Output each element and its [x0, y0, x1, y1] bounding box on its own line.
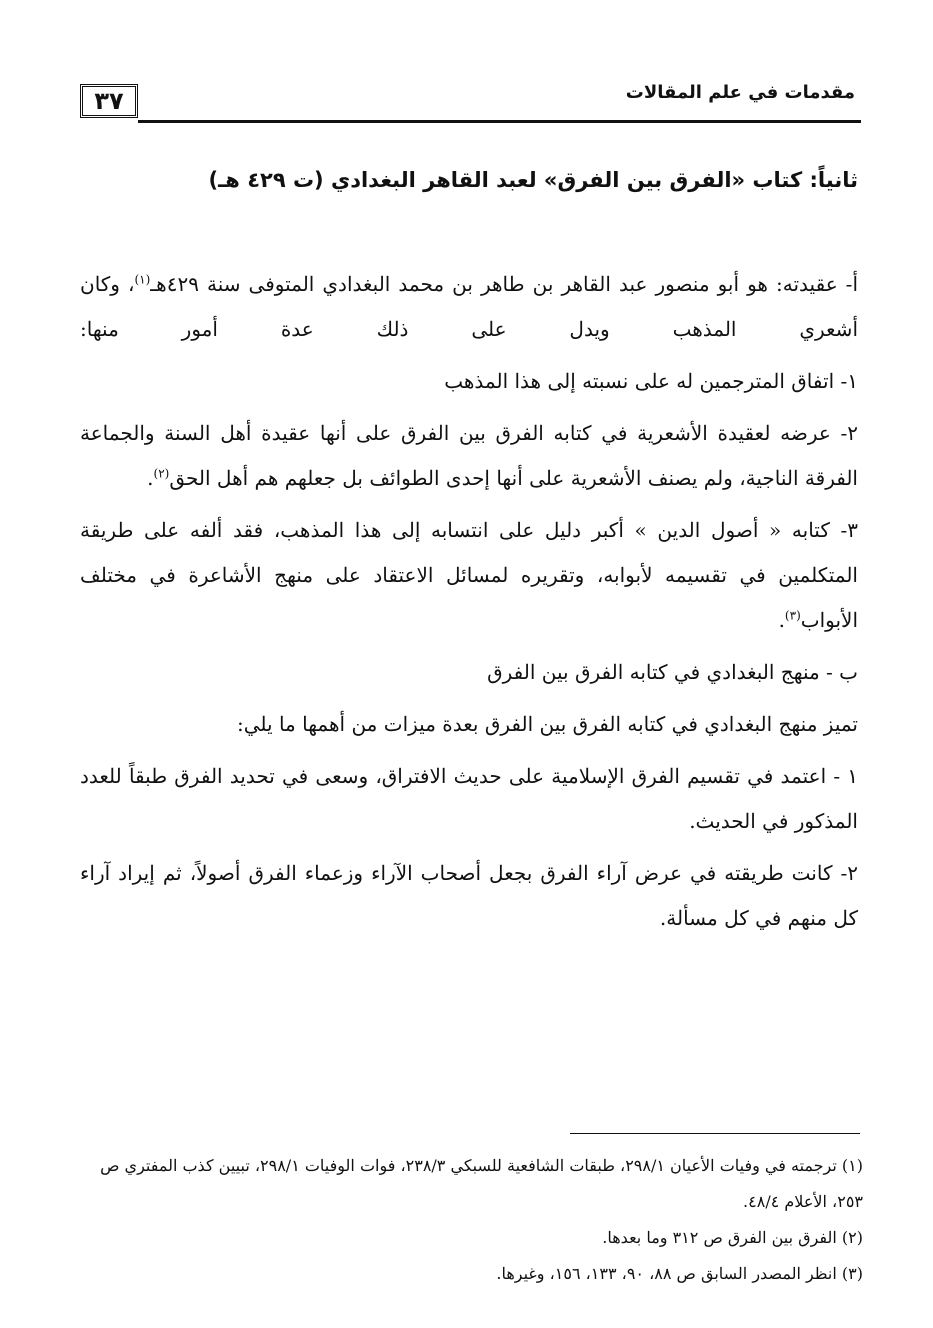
list-item: ١ - اعتمد في تقسيم الفرق الإسلامية على حديث الافتراق، وسعى في تحديد الفرق طبقاً للعدد المذكور في الحديث.: [80, 764, 859, 833]
list-item: [80, 411, 858, 501]
list-item: ١- اتفاق المترجمين له على نسبته إلى هذا المذهب: [444, 369, 858, 393]
list-item: ٢- كانت طريقته في عرض آراء الفرق بجعل أصحاب الآراء وزعماء الفرق أصولاً، ثم إيراد آراء كل منهم في كل مسألة.: [80, 861, 858, 930]
subheading: ب - منهج البغدادي في كتابه الفرق بين الفرق: [487, 660, 858, 684]
paragraph-biography: [80, 262, 858, 352]
page-header: [0, 0, 933, 140]
footnote-ref: (٢): [153, 466, 170, 481]
footnote: (٣) انظر المصدر السابق ص ٨٨، ٩٠، ١٣٣، ١٥٦، وغيرها.: [496, 1264, 863, 1283]
footnotes: [95, 1148, 863, 1292]
footnote-separator: [570, 1133, 860, 1134]
main-text: [80, 262, 858, 948]
paragraph: تميز منهج البغدادي في كتابه الفرق بين الفرق بعدة ميزات من أهمها ما يلي:: [237, 712, 858, 736]
footnote: (١) ترجمته في وفيات الأعيان ٢٩٨/١، طبقات الشافعية للسبكي ٢٣٨/٣، فوات الوفيات ٢٩٨/١، تبيين كذب المفتري ص ٢٥٣، الأعلام ٤٨/٤.: [100, 1156, 863, 1211]
page-number: ٣٧: [80, 84, 138, 118]
footnote: (٢) الفرق بين الفرق ص ٣١٢ وما بعدها.: [602, 1228, 863, 1247]
header-rule: [138, 120, 861, 123]
footnote-ref: (٣): [784, 608, 801, 623]
paragraph-text: .: [778, 608, 785, 632]
paragraph-text: ٢- عرضه لعقيدة الأشعرية في كتابه الفرق بين الفرق على أنها عقيدة أهل السنة والجماعة الفرقة الناجية، ولم يصنف الأشعرية على أنها إحدى الطوائف بل جعلهم هم أهل الحق: [80, 421, 859, 490]
footnote-ref: (١): [134, 272, 151, 287]
paragraph-text: ٣- كتابه « أصول الدين » أكبر دليل على انتسابه إلى هذا المذهب، فقد ألفه على طريقة المتكلمين في تقسيمه لأبوابه، وتقريره لمسائل الاعتقاد على منهج الأشاعرة في مختلف الأبواب: [80, 518, 858, 632]
running-title: مقدمات في علم المقالات: [625, 82, 855, 103]
list-item: [80, 508, 858, 643]
paragraph-text: ، وكان أشعري المذهب ويدل على ذلك عدة أمور منها:: [80, 272, 858, 341]
paragraph-text: .: [147, 466, 154, 490]
section-title: ثانياً: كتاب «الفرق بين الفرق» لعبد القاهر البغدادي (ت ٤٢٩ هـ): [208, 168, 858, 192]
paragraph-text: أ- عقيدته: هو أبو منصور عبد القاهر بن طاهر بن محمد البغدادي المتوفى سنة ٤٢٩هـ: [150, 272, 858, 296]
